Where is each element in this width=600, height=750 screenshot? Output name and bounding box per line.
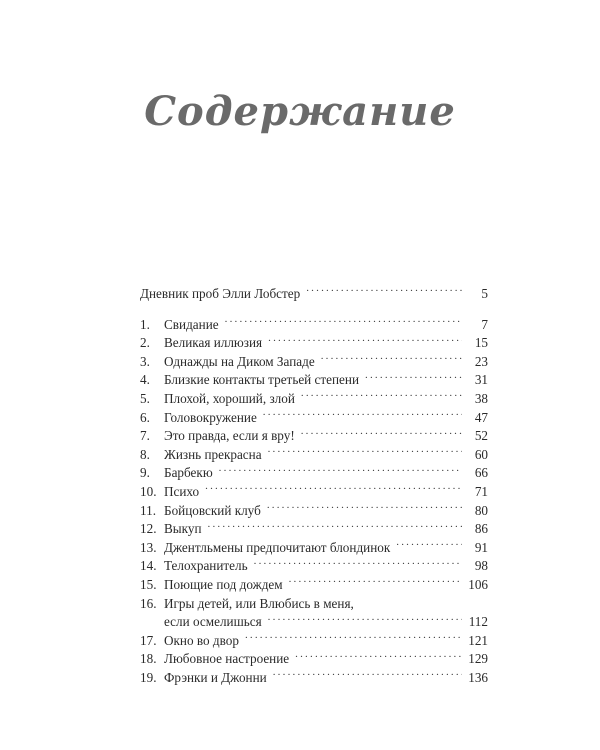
toc-entry xyxy=(140,409,488,428)
toc-page-number: 86 xyxy=(474,521,488,537)
toc-page-number: 23 xyxy=(474,353,488,369)
toc-page-number: 66 xyxy=(474,465,488,481)
toc-page-number: 31 xyxy=(474,372,488,388)
toc-entry-label: Телохранитель xyxy=(164,558,248,574)
dot-leader xyxy=(268,616,462,626)
toc-chapter-number: 7. xyxy=(140,428,150,444)
toc-entry-label: Головокружение xyxy=(164,409,257,425)
toc-entry-label: Окно во двор xyxy=(164,632,239,648)
toc-page-number: 38 xyxy=(474,390,488,406)
toc-chapter-number: 12. xyxy=(140,521,157,537)
toc-chapter-number: 17. xyxy=(140,632,157,648)
toc-entry-label: Психо xyxy=(164,483,200,499)
toc-entry xyxy=(140,576,488,595)
toc-entry xyxy=(140,539,488,558)
dot-leader xyxy=(254,560,462,570)
toc-entry-label: Великая иллюзия xyxy=(164,335,263,351)
toc-entry xyxy=(140,502,488,521)
toc-page-number: 52 xyxy=(474,428,488,444)
dot-leader xyxy=(396,542,462,552)
dot-leader xyxy=(365,374,462,384)
toc-entry xyxy=(140,316,488,335)
toc-entry xyxy=(140,371,488,390)
toc-page-number: 91 xyxy=(474,539,488,555)
dot-leader xyxy=(321,356,462,366)
toc-chapter-number: 6. xyxy=(140,409,150,425)
toc-page-number: 60 xyxy=(474,446,488,462)
toc-entry-label: Свидание xyxy=(164,316,219,332)
toc-page-number: 5 xyxy=(481,286,488,301)
dot-leader xyxy=(205,486,462,496)
toc-entry xyxy=(140,520,488,539)
dot-leader xyxy=(225,319,462,329)
dot-leader xyxy=(267,505,462,515)
toc-page-number: 15 xyxy=(474,335,488,351)
toc-page-number: 98 xyxy=(474,558,488,574)
dot-leader xyxy=(295,653,462,663)
toc-chapter-number: 10. xyxy=(140,483,157,499)
toc-entry-label: Поющие под дождем xyxy=(164,576,283,592)
toc-chapter-number: 3. xyxy=(140,353,150,369)
toc-entry xyxy=(140,632,488,651)
toc-chapter-number: 16. xyxy=(140,595,157,611)
toc-page-number: 112 xyxy=(468,614,488,630)
toc-entry-label: Игры детей, или Влюбись в меня, xyxy=(164,595,354,611)
toc-entry xyxy=(140,390,488,409)
toc-page-number: 7 xyxy=(481,316,488,332)
toc-entry-continuation xyxy=(140,613,488,632)
toc-entry xyxy=(140,427,488,446)
toc-chapter-number: 19. xyxy=(140,669,157,685)
dot-leader xyxy=(273,672,462,682)
toc-page-number: 106 xyxy=(468,576,488,592)
toc-entry xyxy=(140,557,488,576)
toc-entry xyxy=(140,483,488,502)
toc-page-number: 80 xyxy=(474,502,488,518)
toc-page-number: 47 xyxy=(474,409,488,425)
toc-entry xyxy=(140,334,488,353)
toc-chapter-number: 18. xyxy=(140,651,157,667)
dot-leader xyxy=(289,579,462,589)
toc-entry-label: Джентльмены предпочитают блондинок xyxy=(164,539,391,555)
toc-chapter-number: 2. xyxy=(140,335,150,351)
dot-leader xyxy=(263,412,462,422)
toc-entry-label: Фрэнки и Джонни xyxy=(164,669,267,685)
toc-chapter-number: 8. xyxy=(140,446,150,462)
dot-leader xyxy=(245,635,462,645)
toc-entry-label: Плохой, хороший, злой xyxy=(164,390,295,406)
dot-leader xyxy=(268,449,462,459)
toc-entry-label: Бойцовский клуб xyxy=(164,502,261,518)
toc-entry xyxy=(140,595,488,614)
toc-chapter-number: 15. xyxy=(140,576,157,592)
toc-entry-label: Любовное настроение xyxy=(164,651,290,667)
dot-leader xyxy=(301,393,462,403)
toc-chapter-number: 13. xyxy=(140,539,157,555)
toc-chapter-number: 9. xyxy=(140,465,150,481)
page-title: Содержание xyxy=(144,88,456,135)
toc-entry-label: Дневник проб Элли Лобстер xyxy=(140,286,301,301)
toc-entry xyxy=(140,353,488,372)
toc-entry-label: Выкуп xyxy=(164,521,202,537)
toc-entry-label: Барбекю xyxy=(164,465,213,481)
table-of-contents xyxy=(140,285,488,687)
dot-leader xyxy=(219,467,462,477)
toc-entry xyxy=(140,464,488,483)
dot-leader xyxy=(268,337,462,347)
toc-entry xyxy=(140,669,488,688)
toc-entry-label-continued: если осмелишься xyxy=(164,614,262,630)
dot-leader xyxy=(208,523,462,533)
toc-entry xyxy=(140,446,488,465)
toc-page-number: 136 xyxy=(468,669,488,685)
toc-page-number: 121 xyxy=(468,632,488,648)
toc-entry-label: Близкие контакты третьей степени xyxy=(164,372,360,388)
dot-leader xyxy=(306,288,462,298)
toc-chapter-number: 14. xyxy=(140,558,157,574)
toc-entry-label: Жизнь прекрасна xyxy=(164,446,262,462)
toc-chapter-number: 11. xyxy=(140,502,156,518)
toc-chapter-number: 1. xyxy=(140,316,150,332)
toc-page-number: 71 xyxy=(474,483,488,499)
toc-entry-label: Это правда, если я вру! xyxy=(164,428,295,444)
toc-entry xyxy=(140,650,488,669)
toc-entry-label: Однажды на Диком Западе xyxy=(164,353,315,369)
toc-entry-intro xyxy=(140,285,488,304)
dot-leader xyxy=(301,430,462,440)
toc-page-number: 129 xyxy=(468,651,488,667)
toc-chapter-number: 5. xyxy=(140,390,150,406)
toc-chapter-number: 4. xyxy=(140,372,150,388)
